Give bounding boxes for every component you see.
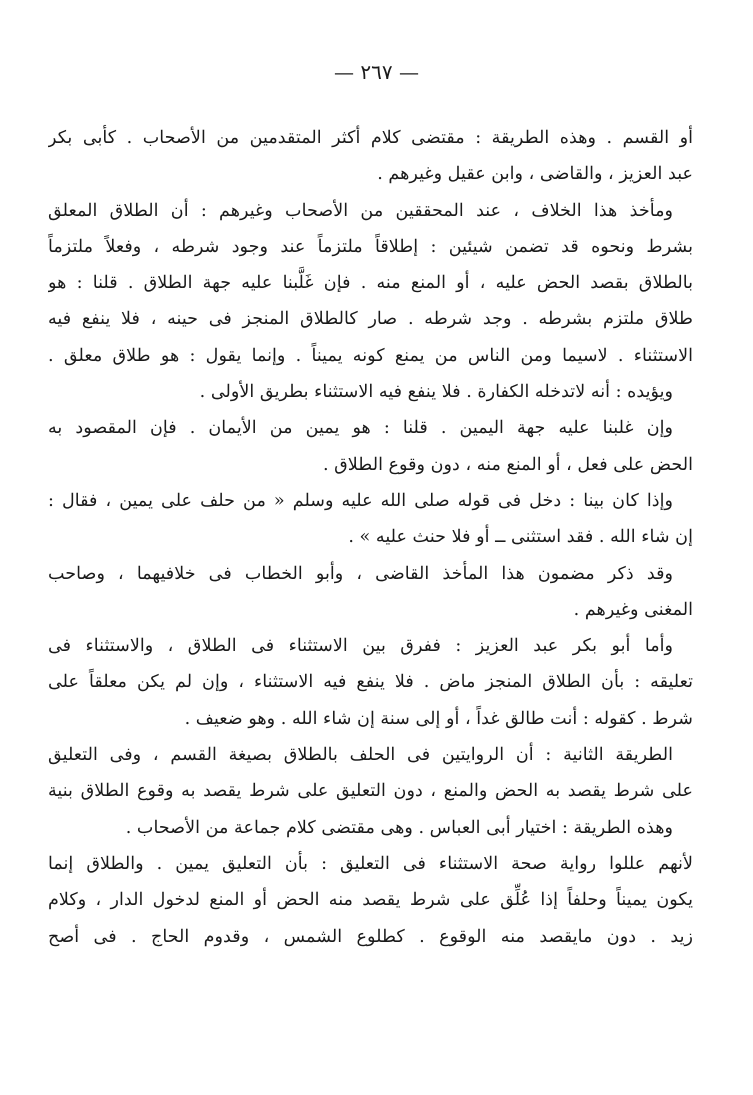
text-line: شرط . كقوله : أنت طالق غداً ، أو إلى سنة إن شاء الله . وهو ضعيف . [184, 708, 693, 729]
text-line: وهذه الطريقة : اختيار أبى العباس . وهى مقتضى كلام جماعة من الأصحاب . [125, 817, 673, 838]
text-line: زيد . دون مايقصد منه الوقوع . كطلوع الشمس ، وقدوم الحاج . فى أصح [48, 926, 693, 947]
text-line: لأنهم عللوا رواية صحة الاستثناء فى التعليق : بأن التعليق يمين . والطلاق إنما [48, 853, 693, 874]
text-line: بشرط ونحوه قد تضمن شيئين : إطلاقاً ملتزماً عند وجود شرطه ، وفعلاً ملتزماً [48, 236, 693, 257]
body-text [48, 120, 693, 955]
text-line: إن شاء الله . فقد استثنى ــ أو فلا حنث عليه » . [348, 527, 693, 548]
text-line: وإن غلبنا عليه جهة اليمين . قلنا : هو يمين من الأيمان . فإن المقصود به [48, 418, 673, 439]
text-line: الطريقة الثانية : أن الروايتين فى الحلف بالطلاق بصيغة القسم ، وفى التعليق [48, 745, 673, 766]
text-line: وإذا كان بينا : دخل فى قوله صلى الله عليه وسلم « من حلف على يمين ، فقال : [48, 490, 673, 511]
text-line: الحض على فعل ، أو المنع منه ، دون وقوع الطلاق . [322, 454, 693, 475]
text-line: على شرط يقصد به الحض والمنع ، دون التعليق على شرط يقصد به وقوع الطلاق بنية [48, 781, 693, 802]
text-line: المغنى وغيرهم . [573, 599, 693, 620]
text-line: أو القسم . وهذه الطريقة : مقتضى كلام أكثر المتقدمين من الأصحاب . كأبى بكر [48, 128, 693, 148]
page-number: — ٢٦٧ — [334, 60, 419, 84]
text-line: يكون يميناً وحلفاً إذا عُلِّق على شرط يقصد منه الحض أو المنع لدخول الدار ، وكلام [48, 890, 693, 911]
text-line: طلاق ملتزم بشرطه . وجد شرطه . صار كالطلاق المنجز فى حينه ، فلا ينفع فيه [48, 309, 693, 330]
text-line: بالطلاق بقصد الحض عليه ، أو المنع منه . فإن غَلَّبنا عليه جهة الطلاق . قلنا : هو [48, 273, 693, 294]
text-line: وقد ذكر مضمون هذا المأخذ القاضى ، وأبو الخطاب فى خلافيهما ، وصاحب [48, 563, 673, 584]
text-line: ومأخذ هذا الخلاف ، عند المحققين من الأصحاب وغيرهم : أن الطلاق المعلق [48, 200, 673, 221]
text-line: تعليقه : بأن الطلاق المنجز ماض . فلا ينفع فيه الاستثناء ، وإن لم يكن معلقاً على [48, 672, 693, 693]
text-line: الاستثناء . لاسيما ومن الناس من يمنع كونه يميناً . وإنما يقول : هو طلاق معلق . [48, 345, 693, 366]
text-line: ويؤيده : أنه لاتدخله الكفارة . فلا ينفع فيه الاستثناء بطريق الأولى . [199, 382, 673, 403]
text-line: عبد العزيز ، والقاضى ، وابن عقيل وغيرهم . [377, 164, 693, 185]
text-line: وأما أبو بكر عبد العزيز : ففرق بين الاستثناء فى الطلاق ، والاستثناء فى [48, 636, 673, 657]
